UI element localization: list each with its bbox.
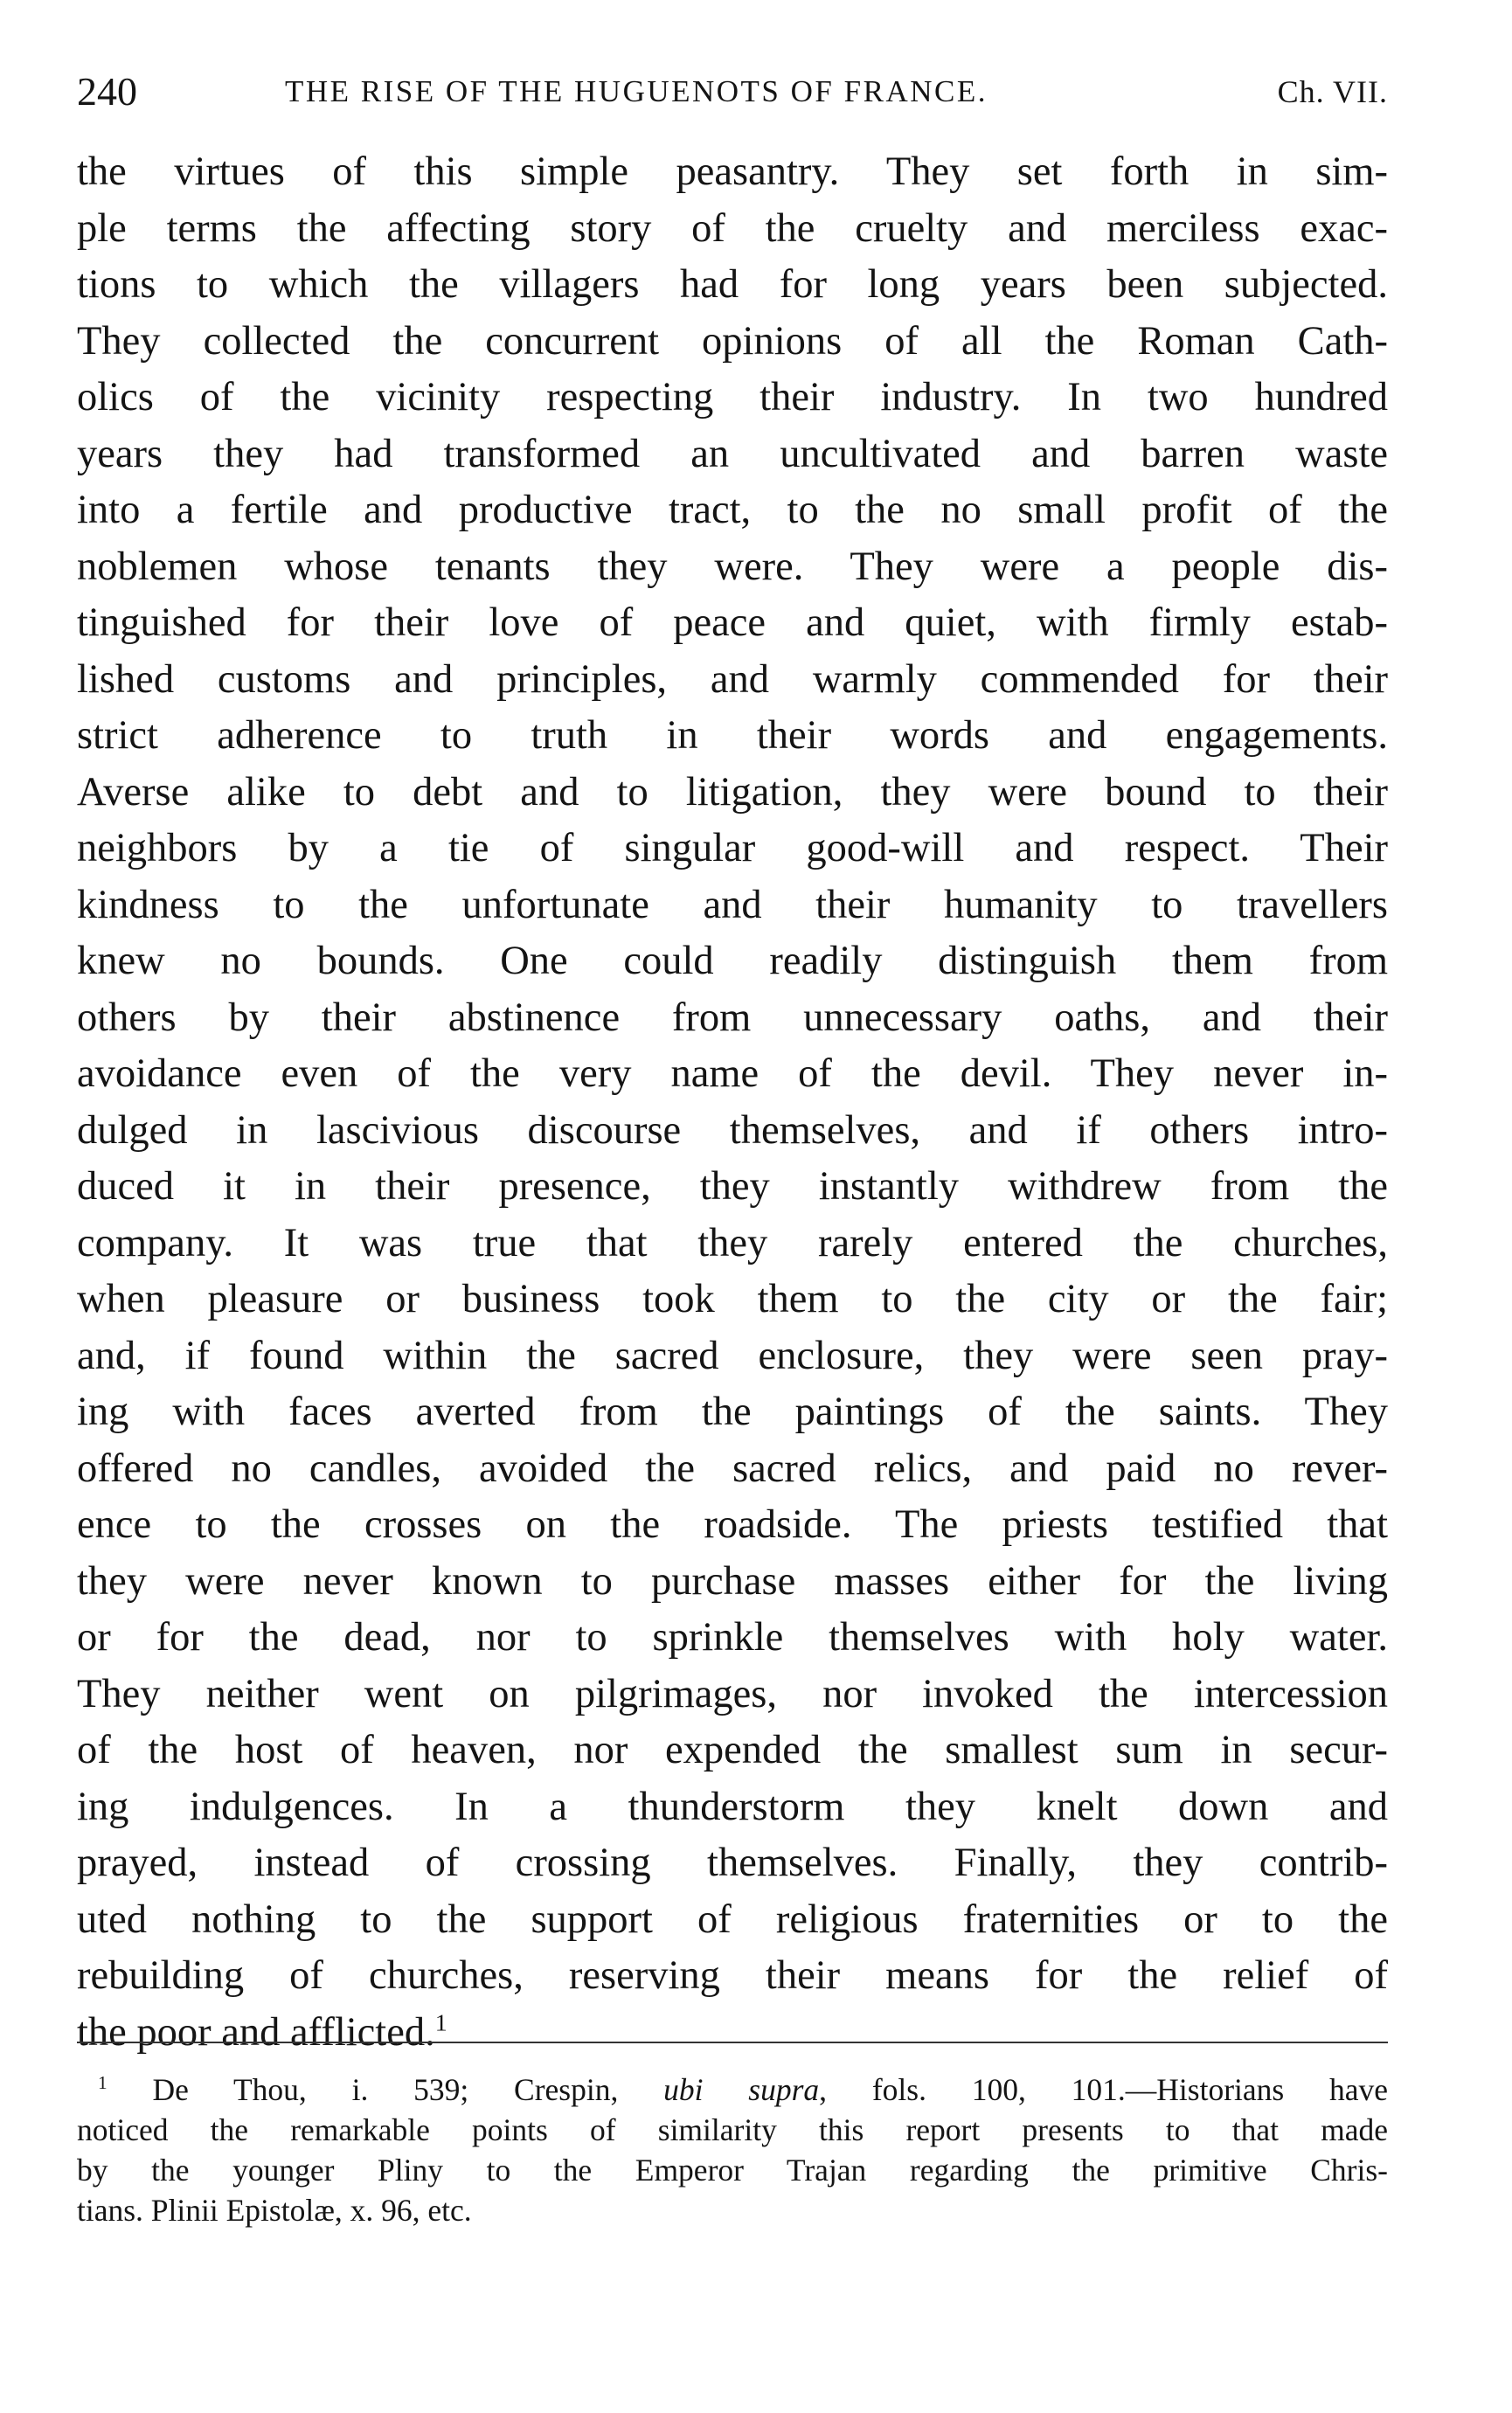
text-line: ence to the crosses on the roadside. The priests testified that [77,1502,1388,1547]
footnote-divider [77,2042,1388,2043]
footnote-number: 1 [98,2072,108,2094]
footnote-text: , fols. 100, 101.—Historians have [819,2072,1389,2107]
text-line: They neither went on pilgrimages, nor invoked the intercession [77,1671,1388,1716]
text-line: and, if found within the sacred enclosure, they were seen pray- [77,1333,1388,1378]
text-line: knew no bounds. One could readily distinguish them from [77,939,1388,983]
text-line: or for the dead, nor to sprinkle themselves with holy water. [77,1615,1388,1660]
text-line: others by their abstinence from unnecessary oaths, and their [77,995,1388,1040]
text-line: when pleasure or business took them to the city or the fair; [77,1277,1388,1321]
footnote-reference: 1 [434,2009,447,2036]
running-header [77,61,1388,122]
text-line: olics of the vicinity respecting their industry. In two hundred [77,375,1388,420]
text-line: lished customs and principles, and warmly commended for their [77,656,1388,702]
text-line: ing with faces averted from the paintings of the saints. They [77,1390,1388,1434]
text-line: tinguished for their love of peace and quiet, with firmly estab- [77,600,1388,645]
text-line: offered no candles, avoided the sacred relics, and paid no rever- [77,1446,1388,1491]
text-line: the virtues of this simple peasantry. They set forth in sim- [77,149,1388,194]
text-line: duced it in their presence, they instantly withdrew from the [77,1164,1388,1209]
text-line: tions to which the villagers had for long years been subjected. [77,262,1388,307]
text-line: strict adherence to truth in their words and engagements. [77,713,1388,758]
text-line: prayed, instead of crossing themselves. Finally, they contrib- [77,1841,1388,1885]
text-line: company. It was true that they rarely entered the churches, [77,1220,1388,1265]
text-line: ing indulgences. In a thunderstorm they knelt down and [77,1784,1388,1829]
text-line: ple terms the affecting story of the cruelty and merciless exac- [77,205,1388,251]
text-line: neighbors by a tie of singular good-will and respect. Their [77,826,1388,870]
running-title: THE RISE OF THE HUGUENOTS OF FRANCE. [285,74,988,108]
page-number: 240 [77,69,137,114]
text-line-content: the poor and afflicted. [77,2009,435,2055]
text-line-last [77,2005,1388,2062]
footnote-line [77,2070,1388,2110]
chapter-label: Ch. VII. [1277,74,1388,109]
text-line: years they had transformed an uncultivated and barren waste [77,431,1388,476]
text-line: kindness to the unfortunate and their humanity to travellers [77,882,1388,927]
footnote-line: tians. Plinii Epistolæ, x. 96, etc. [77,2193,472,2228]
footnote-text: De Thou, i. 539; Crespin, [152,2072,664,2107]
text-line: dulged in lascivious discourse themselves, and if others intro- [77,1107,1388,1153]
text-line: into a fertile and productive tract, to the no small profit of the [77,488,1388,532]
text-line: Averse alike to debt and to litigation, they were bound to their [77,769,1388,815]
text-line: avoidance even of the very name of the devil. They never in- [77,1051,1388,1096]
footnote-italic-text: ubi supra [663,2072,820,2107]
text-line: they were never known to purchase masses either for the living [77,1558,1388,1604]
footnote-line: noticed the remarkable points of similarity this report presents to that made [77,2112,1388,2147]
text-line: rebuilding of churches, reserving their means for the relief of [77,1953,1388,1998]
footnotes [77,2070,1388,2230]
text-line: uted nothing to the support of religious fraternities or to the [77,1896,1388,1942]
text-line: of the host of heaven, nor expended the smallest sum in secur- [77,1728,1388,1772]
main-text [77,144,1388,2061]
text-line: noblemen whose tenants they were. They were a people dis- [77,544,1388,589]
text-line: They collected the concurrent opinions of all the Roman Cath- [77,318,1388,364]
footnote-line: by the younger Pliny to the Emperor Trajan regarding the primitive Chris- [77,2153,1388,2188]
